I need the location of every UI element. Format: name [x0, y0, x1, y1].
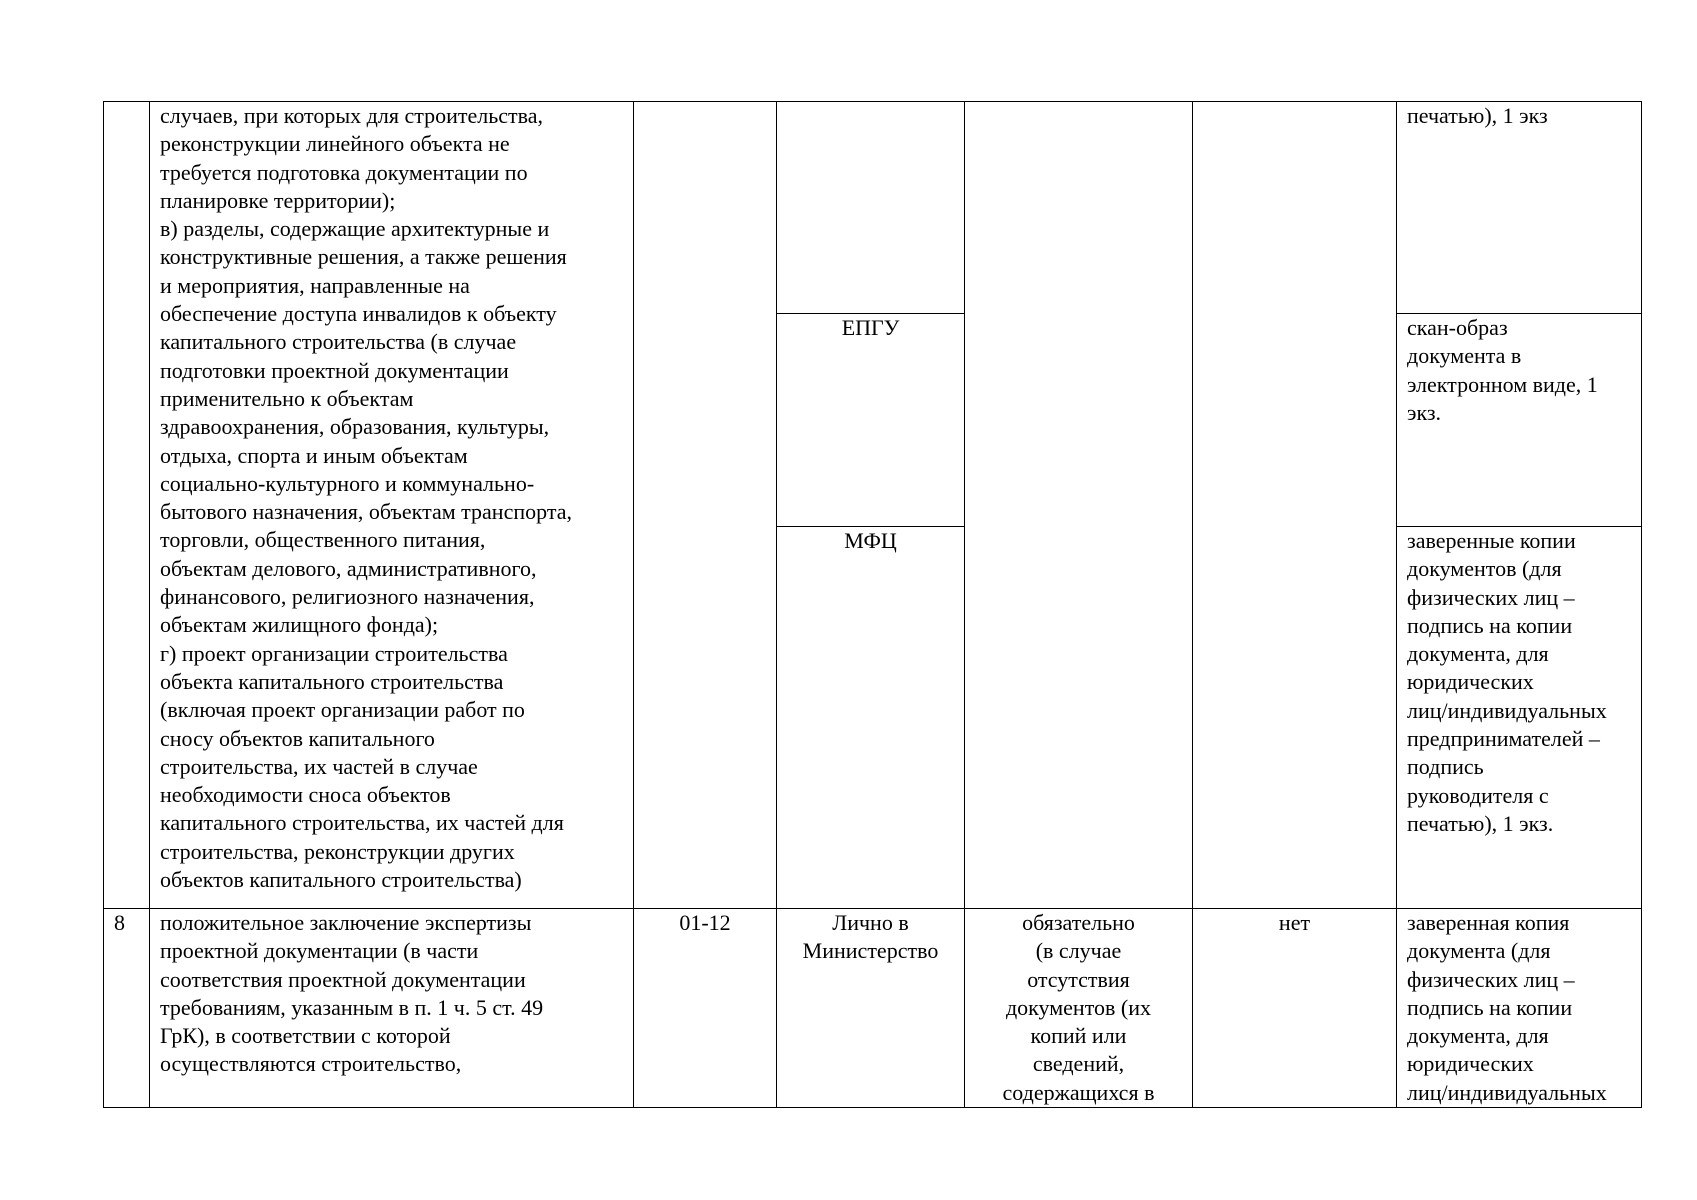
table-row	[104, 102, 1642, 314]
channel-mfc: МФЦ	[777, 527, 965, 909]
document-description: случаев, при которых для строительства, реконструкции линейного объекта не требуется подготовка документации по планировке территории); в) разделы, содержащие архитектурные и конструктивные решения, а также решения и мероприятия, направленные на обеспечение доступа инвалидов к объекту капитального строительства (в случае подготовки проектной документации применительно к объектам здравоохранения, образования, культуры, отдыха, спорта и иным объектам социально-культурного и коммунально- бытового назначения, объектам транспорта, торговли, общественного питания, объектам делового, административного, финансового, религиозного назначения, объектам жилищного фонда); г) проект организации строительства объекта капитального строительства (включая проект организации работ по сносу объектов капитального строительства, их частей в случае необходимости сноса объектов капитального строительства, их частей для строительства, реконструкции других объектов капитального строительства)	[150, 102, 634, 909]
mandatory-note: обязательно (в случае отсутствия документов (их копий или сведений, содержащихся в	[965, 909, 1193, 1108]
mandatory-cell	[965, 102, 1193, 909]
code-cell	[634, 102, 777, 909]
document-form-cell: заверенные копии документов (для физических лиц – подпись на копии документа, для юридических лиц/индивидуальных предпринимателей – подпись руководителя с печатью), 1 экз.	[1397, 527, 1642, 909]
table-row	[104, 909, 1642, 1108]
flag-cell	[1193, 102, 1397, 909]
document-code: 01-12	[634, 909, 777, 1108]
document-form-cell: скан-образ документа в электронном виде, 1 экз.	[1397, 314, 1642, 527]
row-number-cell	[104, 102, 150, 909]
document-form-cell: заверенная копия документа (для физических лиц – подпись на копии документа, для юридических лиц/индивидуальных	[1397, 909, 1642, 1108]
document-form-cell: печатью), 1 экз	[1397, 102, 1642, 314]
submission-channel: Лично в Министерство	[777, 909, 965, 1108]
document-description: положительное заключение экспертизы проектной документации (в части соответствия проектной документации требованиям, указанным в п. 1 ч. 5 ст. 49 ГрК), в соответствии с которой осуществляются строительство,	[150, 909, 634, 1108]
row-number: 8	[104, 909, 150, 1108]
flag-value: нет	[1193, 909, 1397, 1108]
channel-epgu: ЕПГУ	[777, 314, 965, 527]
channel-cell	[777, 102, 965, 314]
documents-table	[103, 101, 1642, 1108]
